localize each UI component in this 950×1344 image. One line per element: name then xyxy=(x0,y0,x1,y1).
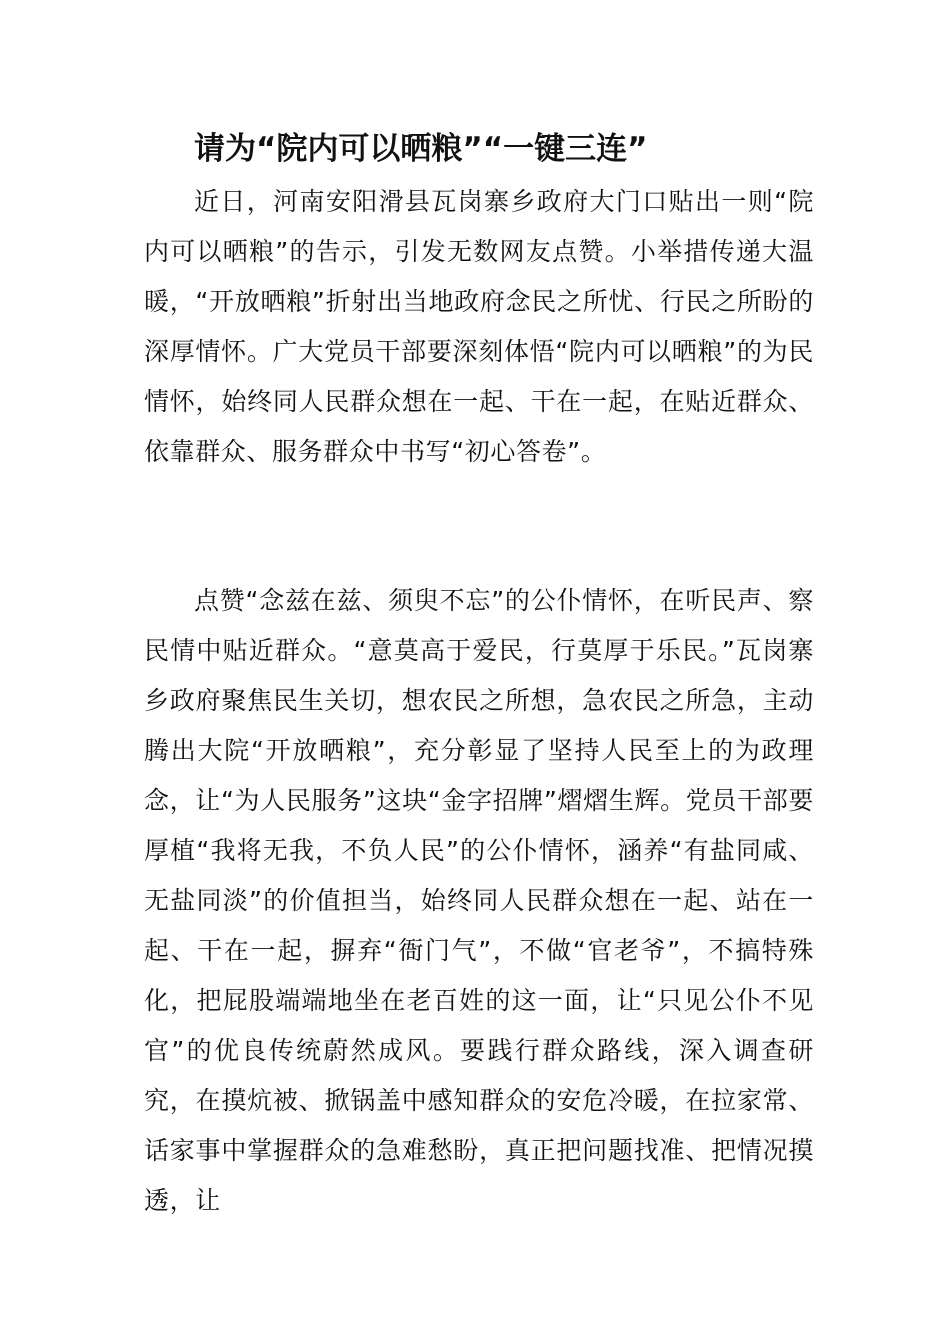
paragraph-1: 近日，河南安阳滑县瓦岗寨乡政府大门口贴出一则“院内可以晒粮”的告示，引发无数网友点赞。小举措传递大温暖，“开放晒粮”折射出当地政府念民之所忧、行民之所盼的深厚情怀。广大党员干部要深刻体悟“院内可以晒粮”的为民情怀，始终同人民群众想在一起、干在一起，在贴近群众、依靠群众、服务群众中书写“初心答卷”。 xyxy=(144,187,814,466)
document-title: 请为“院内可以晒粮”“一键三连” xyxy=(194,131,648,167)
paragraph-2: 点赞“念兹在兹、须臾不忘”的公仆情怀，在听民声、察民情中贴近群众。“意莫高于爱民，行莫厚于乐民。”瓦岗寨乡政府聚焦民生关切，想农民之所想，急农民之所急，主动腾出大院“开放晒粮”，充分彰显了坚持人民至上的为政理念，让“为人民服务”这块“金字招牌”熠熠生辉。党员干部要厚植“我将无我，不负人民”的公仆情怀，涵养“有盐同咸、无盐同淡”的价值担当，始终同人民群众想在一起、站在一起、干在一起，摒弃“衙门气”，不做“官老爷”，不搞特殊化，把屁股端端地坐在老百姓的这一面，让“只见公仆不见官”的优良传统蔚然成风。要践行群众路线，深入调查研究，在摸炕被、掀锅盖中感知群众的安危冷暖，在拉家常、话家事中掌握群众的急难愁盼，真正把问题找准、把情况摸透，让 xyxy=(144,586,814,1215)
